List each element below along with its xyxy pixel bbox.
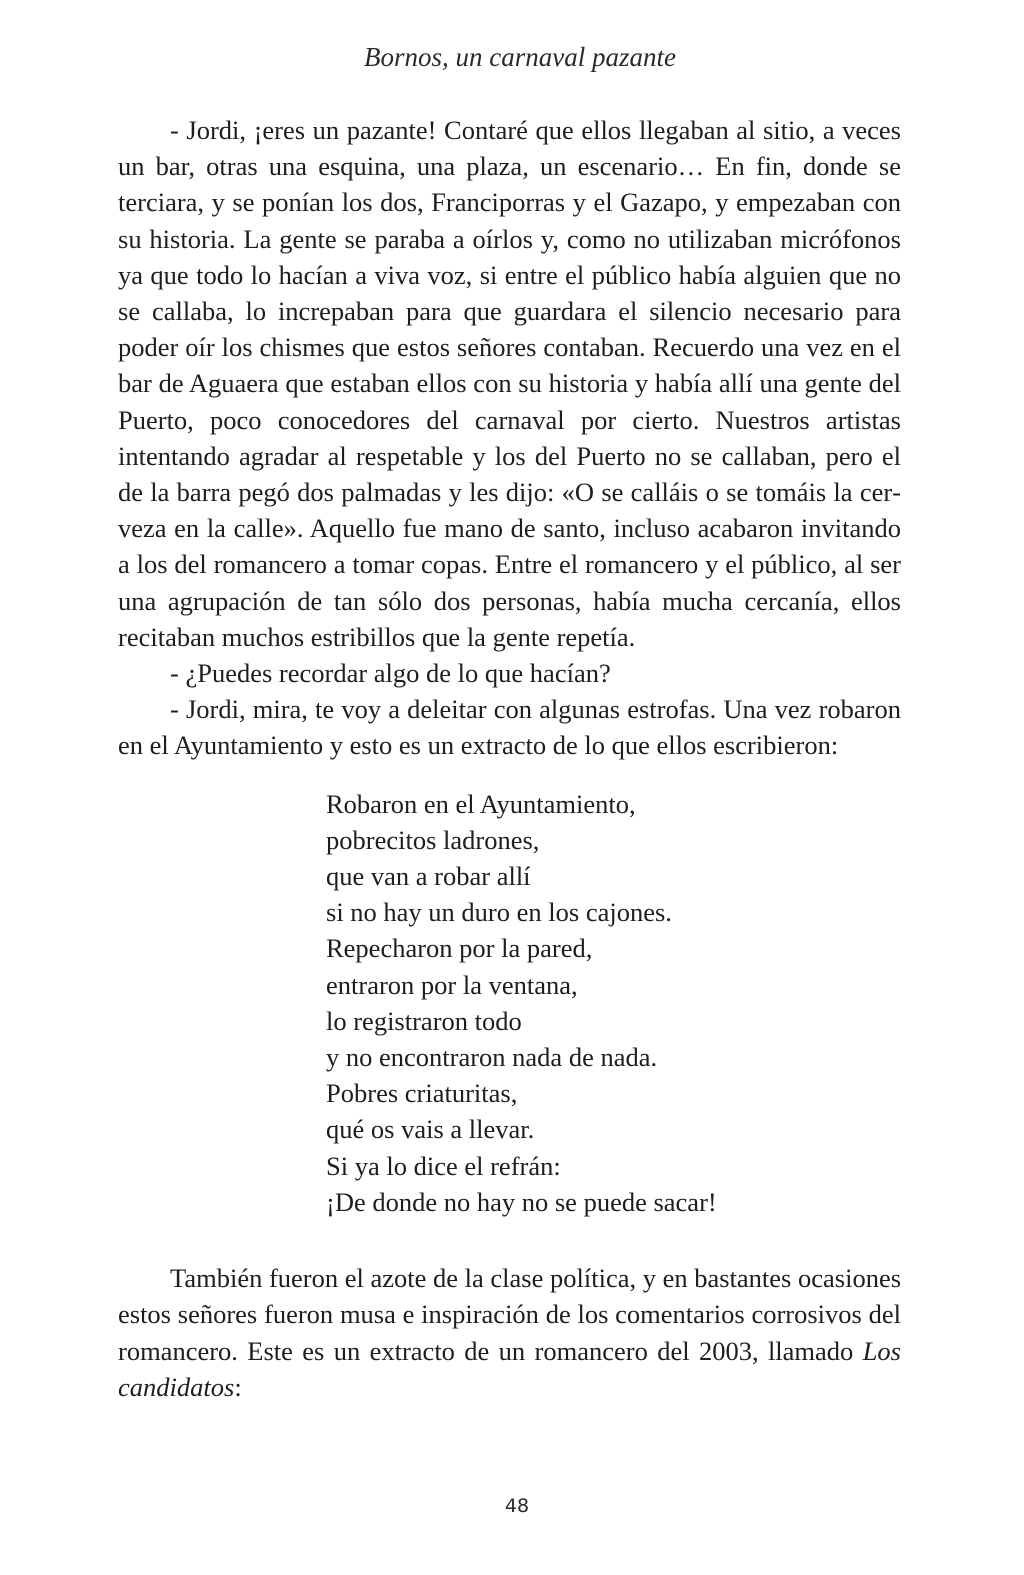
poem-line: Robaron en el Ayuntamiento,: [326, 788, 636, 819]
poem-line: ¡De donde no hay no se puede sacar!: [326, 1186, 717, 1217]
body-text: [118, 112, 901, 1405]
closing-punctuation: :: [234, 1371, 242, 1402]
poem-line: qué os vais a llevar.: [326, 1114, 535, 1145]
poem-line: que van a robar allí: [326, 861, 531, 892]
poem-line: y no encontraron nada de nada.: [326, 1042, 658, 1073]
poem-line: entraron por la ventana,: [326, 969, 578, 1000]
poem-stanza: [326, 786, 901, 1220]
page-number: 48: [504, 1495, 530, 1517]
paragraph-answer: - Jordi, mira, te voy a deleitar con algunas estrofas. Una vez robaron en el Ayuntamiento y esto es un extracto de lo que ellos escribieron:: [118, 694, 901, 761]
paragraph-question: - ¿Puedes recordar algo de lo que hacían?: [170, 658, 611, 689]
paragraph-anecdote: - Jordi, ¡eres un pazante! Contaré que ellos llegaban al sitio, a veces un bar, otras una esquina, una plaza, un escenario… En fin, donde se terciara, y se ponían los dos, Franciporras y el Gazapo, y empezaban con su historia. La gente se paraba a oírlos y, como no utilizaban micrófonos ya que todo lo hacían a viva voz, si entre el público había alguien que no se callaba, lo increpaban para que guardara el silencio necesario para poder oír los chismes que estos señores contaban. Recuerdo una vez en el bar de Aguaera que estaban ellos con su historia y había allí una gente del Puerto, poco conocedores del carnaval por cierto. Nuestros artistas intentando agradar al respetable y los del Puerto no se callaban, pero el de la barra pegó dos palmadas y les dijo: «O se calláis o se tomáis la cerveza en la calle». Aquello fue mano de santo, incluso acabaron invitando a los del romancero a tomar copas. Entre el romancero y el público, al ser una agrupación de tan sólo dos personas, había mucha cercanía, ellos recitaban muchos estribillos que la gente repetía.: [118, 115, 901, 652]
poem-line: pobrecitos ladrones,: [326, 824, 540, 855]
paragraph-closing: [118, 1260, 901, 1405]
poem-line: Pobres criaturitas,: [326, 1078, 518, 1109]
work-title: Los candidatos: [118, 1335, 901, 1402]
poem-line: Repecharon por la pared,: [326, 933, 593, 964]
poem-line: Si ya lo dice el refrán:: [326, 1150, 561, 1181]
poem-line: si no hay un duro en los cajones.: [326, 897, 672, 928]
poem-line: lo registraron todo: [326, 1005, 522, 1036]
closing-text: También fueron el azote de la clase política, y en bastantes ocasiones estos señores fueron musa e inspiración de los comentarios corrosivos del romancero. Este es un extracto de un romancero del 2003, llamado: [118, 1263, 902, 1366]
running-header: Bornos, un carnaval pazante: [364, 42, 676, 72]
